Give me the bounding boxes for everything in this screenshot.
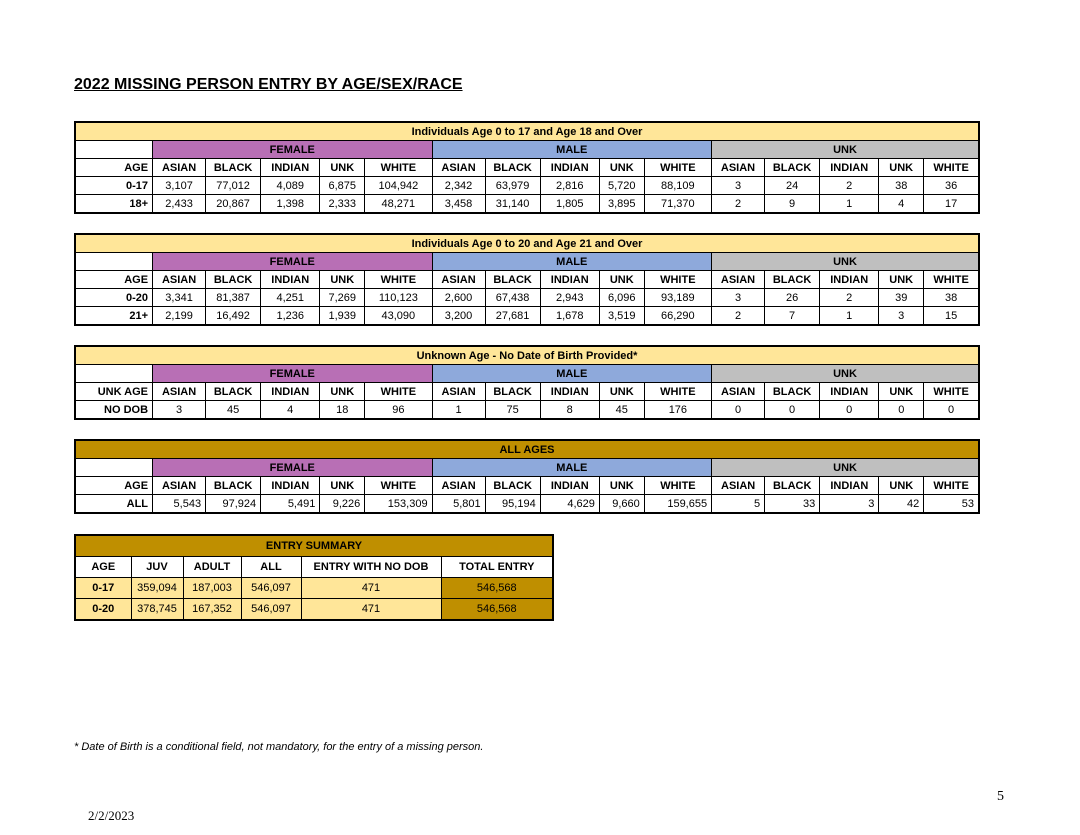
age-header: AGE <box>75 271 153 289</box>
data-cell: 31,140 <box>485 195 540 214</box>
data-cell: 81,387 <box>206 289 261 307</box>
race-header: ASIAN <box>432 383 485 401</box>
page-number: 5 <box>997 789 1004 804</box>
table-caption: Unknown Age - No Date of Birth Provided* <box>75 346 979 365</box>
race-header: UNK <box>599 271 644 289</box>
data-cell: 75 <box>485 401 540 420</box>
data-cell: 1 <box>820 195 879 214</box>
data-cell: 3,519 <box>599 307 644 326</box>
race-header: UNK <box>320 477 365 495</box>
data-cell: 2,816 <box>540 177 599 195</box>
race-header: BLACK <box>485 477 540 495</box>
summary-row <box>75 599 553 621</box>
age-header: UNK AGE <box>75 383 153 401</box>
race-header: ASIAN <box>153 477 206 495</box>
race-header: INDIAN <box>540 477 599 495</box>
data-cell: 0 <box>924 401 979 420</box>
race-header: UNK <box>320 271 365 289</box>
race-header: WHITE <box>365 159 432 177</box>
race-header: BLACK <box>206 271 261 289</box>
race-header: ASIAN <box>153 159 206 177</box>
data-cell: 2,943 <box>540 289 599 307</box>
race-header: ASIAN <box>712 271 765 289</box>
data-cell: 2 <box>712 195 765 214</box>
data-cell: 2,333 <box>320 195 365 214</box>
race-header: INDIAN <box>820 271 879 289</box>
data-cell: 153,309 <box>365 495 432 514</box>
data-cell: 4 <box>261 401 320 420</box>
race-header: INDIAN <box>540 383 599 401</box>
data-cell: 43,090 <box>365 307 432 326</box>
data-cell: 9,660 <box>599 495 644 514</box>
row-label: 0-17 <box>75 177 153 195</box>
data-cell: 3 <box>879 307 924 326</box>
female-header: FEMALE <box>153 459 433 477</box>
male-header: MALE <box>432 365 712 383</box>
race-header: BLACK <box>485 383 540 401</box>
race-header: INDIAN <box>261 159 320 177</box>
table-row <box>75 177 979 195</box>
data-cell: 24 <box>765 177 820 195</box>
summary-cell: 546,097 <box>241 599 301 621</box>
race-header: BLACK <box>765 383 820 401</box>
race-header: WHITE <box>644 383 711 401</box>
data-cell: 16,492 <box>206 307 261 326</box>
summary-cell: 378,745 <box>131 599 183 621</box>
summary-cell: 471 <box>301 578 441 599</box>
data-cell: 3 <box>153 401 206 420</box>
race-header: WHITE <box>365 271 432 289</box>
data-cell: 1 <box>820 307 879 326</box>
race-header: INDIAN <box>540 271 599 289</box>
data-cell: 4,629 <box>540 495 599 514</box>
data-cell: 3 <box>712 289 765 307</box>
data-cell: 17 <box>924 195 979 214</box>
summary-cell: 0-20 <box>75 599 131 621</box>
data-cell: 2,433 <box>153 195 206 214</box>
race-header: UNK <box>320 383 365 401</box>
blank-cell <box>75 459 153 477</box>
table-caption: Individuals Age 0 to 17 and Age 18 and Over <box>75 122 979 141</box>
summary-cell: 546,568 <box>441 599 553 621</box>
data-cell: 96 <box>365 401 432 420</box>
data-cell: 9 <box>765 195 820 214</box>
data-cell: 2 <box>820 289 879 307</box>
blank-cell <box>75 365 153 383</box>
data-cell: 3 <box>712 177 765 195</box>
unk-header: UNK <box>712 365 979 383</box>
row-label: 21+ <box>75 307 153 326</box>
data-cell: 67,438 <box>485 289 540 307</box>
data-cell: 1,236 <box>261 307 320 326</box>
race-header: WHITE <box>924 271 979 289</box>
race-header: WHITE <box>924 383 979 401</box>
data-cell: 97,924 <box>206 495 261 514</box>
data-cell: 71,370 <box>644 195 711 214</box>
data-cell: 5,720 <box>599 177 644 195</box>
data-cell: 0 <box>879 401 924 420</box>
table1-table <box>74 121 980 214</box>
race-header: INDIAN <box>820 383 879 401</box>
footnote: * Date of Birth is a conditional field, not mandatory, for the entry of a missing person. <box>74 741 484 753</box>
summary-row <box>75 578 553 599</box>
summary-cell: 359,094 <box>131 578 183 599</box>
race-header: ASIAN <box>432 159 485 177</box>
row-label: 0-20 <box>75 289 153 307</box>
female-header: FEMALE <box>153 253 432 271</box>
race-header: BLACK <box>206 383 261 401</box>
race-header: WHITE <box>644 271 711 289</box>
data-cell: 6,096 <box>599 289 644 307</box>
data-cell: 4,251 <box>261 289 320 307</box>
data-cell: 5,491 <box>261 495 320 514</box>
race-header: INDIAN <box>261 271 320 289</box>
race-header: BLACK <box>485 159 540 177</box>
summary-header-age: AGE <box>75 557 131 578</box>
data-cell: 7 <box>765 307 820 326</box>
table2-table <box>74 233 980 326</box>
data-cell: 1,398 <box>261 195 320 214</box>
race-header: BLACK <box>765 159 820 177</box>
data-cell: 93,189 <box>644 289 711 307</box>
data-cell: 176 <box>644 401 711 420</box>
male-header: MALE <box>432 253 711 271</box>
data-cell: 159,655 <box>644 495 711 514</box>
male-header: MALE <box>432 141 711 159</box>
data-cell: 0 <box>820 401 879 420</box>
race-header: ASIAN <box>712 159 765 177</box>
race-header: BLACK <box>206 477 261 495</box>
data-cell: 2,199 <box>153 307 206 326</box>
data-cell: 3,107 <box>153 177 206 195</box>
page-title: 2022 MISSING PERSON ENTRY BY AGE/SEX/RACE <box>74 76 463 93</box>
race-header: UNK <box>599 477 644 495</box>
data-cell: 15 <box>924 307 979 326</box>
summary-cell: 187,003 <box>183 578 241 599</box>
summary-header-total: TOTAL ENTRY <box>441 557 553 578</box>
race-header: BLACK <box>765 477 820 495</box>
race-header: ASIAN <box>432 271 485 289</box>
data-cell: 2,600 <box>432 289 485 307</box>
data-cell: 88,109 <box>644 177 711 195</box>
race-header: ASIAN <box>432 477 485 495</box>
data-cell: 110,123 <box>365 289 432 307</box>
race-header: BLACK <box>765 271 820 289</box>
race-header: UNK <box>879 383 924 401</box>
table4-table <box>74 439 980 514</box>
data-cell: 4,089 <box>261 177 320 195</box>
data-cell: 1,805 <box>540 195 599 214</box>
data-cell: 0 <box>712 401 765 420</box>
male-header: MALE <box>432 459 712 477</box>
data-cell: 5 <box>712 495 765 514</box>
race-header: WHITE <box>365 383 432 401</box>
data-cell: 3,341 <box>153 289 206 307</box>
page-date: 2/2/2023 <box>88 808 135 823</box>
summary-header-no-dob: ENTRY WITH NO DOB <box>301 557 441 578</box>
summary-cell: 167,352 <box>183 599 241 621</box>
race-header: BLACK <box>206 159 261 177</box>
race-header: INDIAN <box>261 383 320 401</box>
race-header: UNK <box>879 159 924 177</box>
data-cell: 53 <box>924 495 979 514</box>
data-cell: 36 <box>924 177 979 195</box>
race-header: BLACK <box>485 271 540 289</box>
table-row <box>75 195 979 214</box>
unk-header: UNK <box>712 459 979 477</box>
race-header: WHITE <box>365 477 432 495</box>
entry-summary-table <box>74 534 554 621</box>
data-cell: 39 <box>879 289 924 307</box>
race-header: UNK <box>320 159 365 177</box>
table-row <box>75 307 979 326</box>
data-cell: 63,979 <box>485 177 540 195</box>
age-header: AGE <box>75 159 153 177</box>
race-header: INDIAN <box>261 477 320 495</box>
table-row <box>75 495 979 514</box>
age-header: AGE <box>75 477 153 495</box>
race-header: INDIAN <box>820 477 879 495</box>
data-cell: 6,875 <box>320 177 365 195</box>
summary-header-adult: ADULT <box>183 557 241 578</box>
race-header: ASIAN <box>712 477 765 495</box>
race-header: ASIAN <box>153 271 206 289</box>
female-header: FEMALE <box>153 365 433 383</box>
table-caption: Individuals Age 0 to 20 and Age 21 and Over <box>75 234 979 253</box>
race-header: ASIAN <box>153 383 206 401</box>
female-header: FEMALE <box>153 141 432 159</box>
data-cell: 1,678 <box>540 307 599 326</box>
row-label: ALL <box>75 495 153 514</box>
blank-cell <box>75 141 153 159</box>
data-cell: 45 <box>206 401 261 420</box>
race-header: WHITE <box>924 477 979 495</box>
race-header: UNK <box>599 383 644 401</box>
data-cell: 1,939 <box>320 307 365 326</box>
race-header: ASIAN <box>712 383 765 401</box>
race-header: INDIAN <box>540 159 599 177</box>
data-cell: 45 <box>599 401 644 420</box>
data-cell: 9,226 <box>320 495 365 514</box>
blank-cell <box>75 253 153 271</box>
summary-header-all: ALL <box>241 557 301 578</box>
table-caption: ALL AGES <box>75 440 979 459</box>
data-cell: 7,269 <box>320 289 365 307</box>
data-cell: 5,543 <box>153 495 206 514</box>
data-cell: 104,942 <box>365 177 432 195</box>
data-cell: 77,012 <box>206 177 261 195</box>
data-cell: 0 <box>765 401 820 420</box>
data-cell: 18 <box>320 401 365 420</box>
race-header: INDIAN <box>820 159 879 177</box>
entry-summary-caption: ENTRY SUMMARY <box>75 535 553 557</box>
data-cell: 38 <box>879 177 924 195</box>
summary-cell: 0-17 <box>75 578 131 599</box>
data-cell: 3,200 <box>432 307 485 326</box>
data-cell: 20,867 <box>206 195 261 214</box>
race-header: UNK <box>879 477 924 495</box>
race-header: UNK <box>599 159 644 177</box>
row-label: 18+ <box>75 195 153 214</box>
row-label: NO DOB <box>75 401 153 420</box>
race-header: WHITE <box>644 159 711 177</box>
data-cell: 3,895 <box>599 195 644 214</box>
data-cell: 66,290 <box>644 307 711 326</box>
data-cell: 1 <box>432 401 485 420</box>
data-cell: 95,194 <box>485 495 540 514</box>
table-row <box>75 401 979 420</box>
data-cell: 42 <box>879 495 924 514</box>
race-header: UNK <box>879 271 924 289</box>
summary-cell: 546,097 <box>241 578 301 599</box>
table3-table <box>74 345 980 420</box>
table-row <box>75 289 979 307</box>
data-cell: 27,681 <box>485 307 540 326</box>
data-cell: 48,271 <box>365 195 432 214</box>
data-cell: 3 <box>820 495 879 514</box>
data-cell: 38 <box>924 289 979 307</box>
summary-cell: 471 <box>301 599 441 621</box>
data-cell: 5,801 <box>432 495 485 514</box>
data-cell: 2 <box>820 177 879 195</box>
data-cell: 3,458 <box>432 195 485 214</box>
unk-header: UNK <box>712 253 980 271</box>
unk-header: UNK <box>712 141 980 159</box>
summary-header-juv: JUV <box>131 557 183 578</box>
data-cell: 8 <box>540 401 599 420</box>
race-header: WHITE <box>924 159 979 177</box>
data-cell: 26 <box>765 289 820 307</box>
summary-cell: 546,568 <box>441 578 553 599</box>
data-cell: 2 <box>712 307 765 326</box>
race-header: WHITE <box>644 477 711 495</box>
data-cell: 33 <box>765 495 820 514</box>
data-cell: 4 <box>879 195 924 214</box>
summary-header-row <box>75 557 553 578</box>
data-cell: 2,342 <box>432 177 485 195</box>
